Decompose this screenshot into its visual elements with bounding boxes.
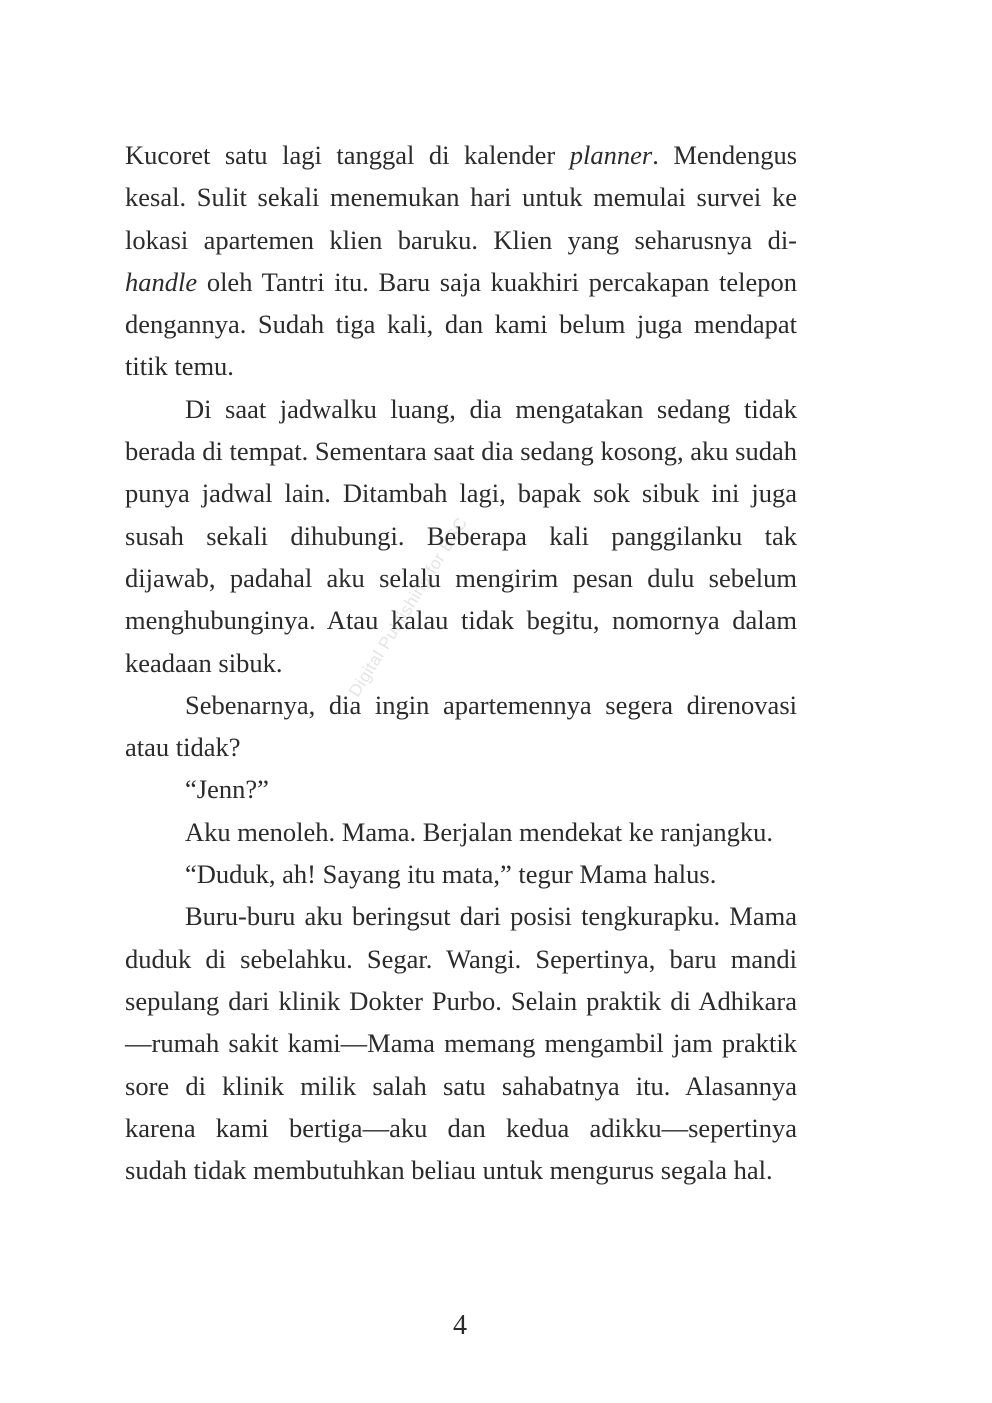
paragraph-6: “Duduk, ah! Sayang itu mata,” tegur Mama halus. <box>185 859 717 890</box>
text-run: oleh Tantri itu. Baru saja kuakhiri percakapan telepon dengannya. Sudah tiga kali, dan kami belum juga mendapat titik temu. <box>125 266 797 382</box>
text-run: Kucoret satu lagi tanggal di kalender <box>125 140 570 170</box>
italic-term: planner <box>569 140 653 170</box>
paragraph-5: Aku menoleh. Mama. Berjalan mendekat ke ranjangku. <box>185 816 773 847</box>
paragraph-1 <box>125 134 797 388</box>
paragraph-7: Buru-buru aku beringsut dari posisi tengkurapku. Mama duduk di sebelahku. Segar. Wangi. Sepertinya, baru mandi sepulang dari klinik Dokter Purbo. Selain praktik di Adhikara—rumah sakit kami—Mama memang mengambil jam praktik sore di klinik milik salah satu sahabatnya itu. Alasannya karena kami bertiga—aku dan kedua adikku—sepertinya sudah tidak membutuhkan beliau untuk mengurus segala hal. <box>125 901 797 1186</box>
body-text <box>125 134 797 1191</box>
paragraph-4: “Jenn?” <box>185 774 269 805</box>
italic-term: handle <box>125 266 198 297</box>
paragraph-2: Di saat jadwalku luang, dia mengatakan sedang tidak berada di tempat. Sementara saat dia sedang kosong, aku sudah punya jadwal lain. Ditambah lagi, bapak sok sibuk ini juga susah sekali dihubungi. Beberapa kali panggilanku tak dijawab, padahal aku selalu mengirim pesan dulu sebelum menghubunginya. Atau kalau tidak begitu, nomornya dalam keadaan sibuk. <box>125 393 797 678</box>
watermark: Digital Publishing for BSC <box>345 513 472 701</box>
page-number: 4 <box>453 1310 467 1341</box>
paragraph-3: Sebenarnya, dia ingin apartemennya segera direnovasi atau tidak? <box>125 689 797 763</box>
text-run: . Mendengus kesal. Sulit sekali menemukan hari untuk memulai survei ke lokasi apartemen klien baruku. Klien yang seharusnya di- <box>125 140 798 255</box>
